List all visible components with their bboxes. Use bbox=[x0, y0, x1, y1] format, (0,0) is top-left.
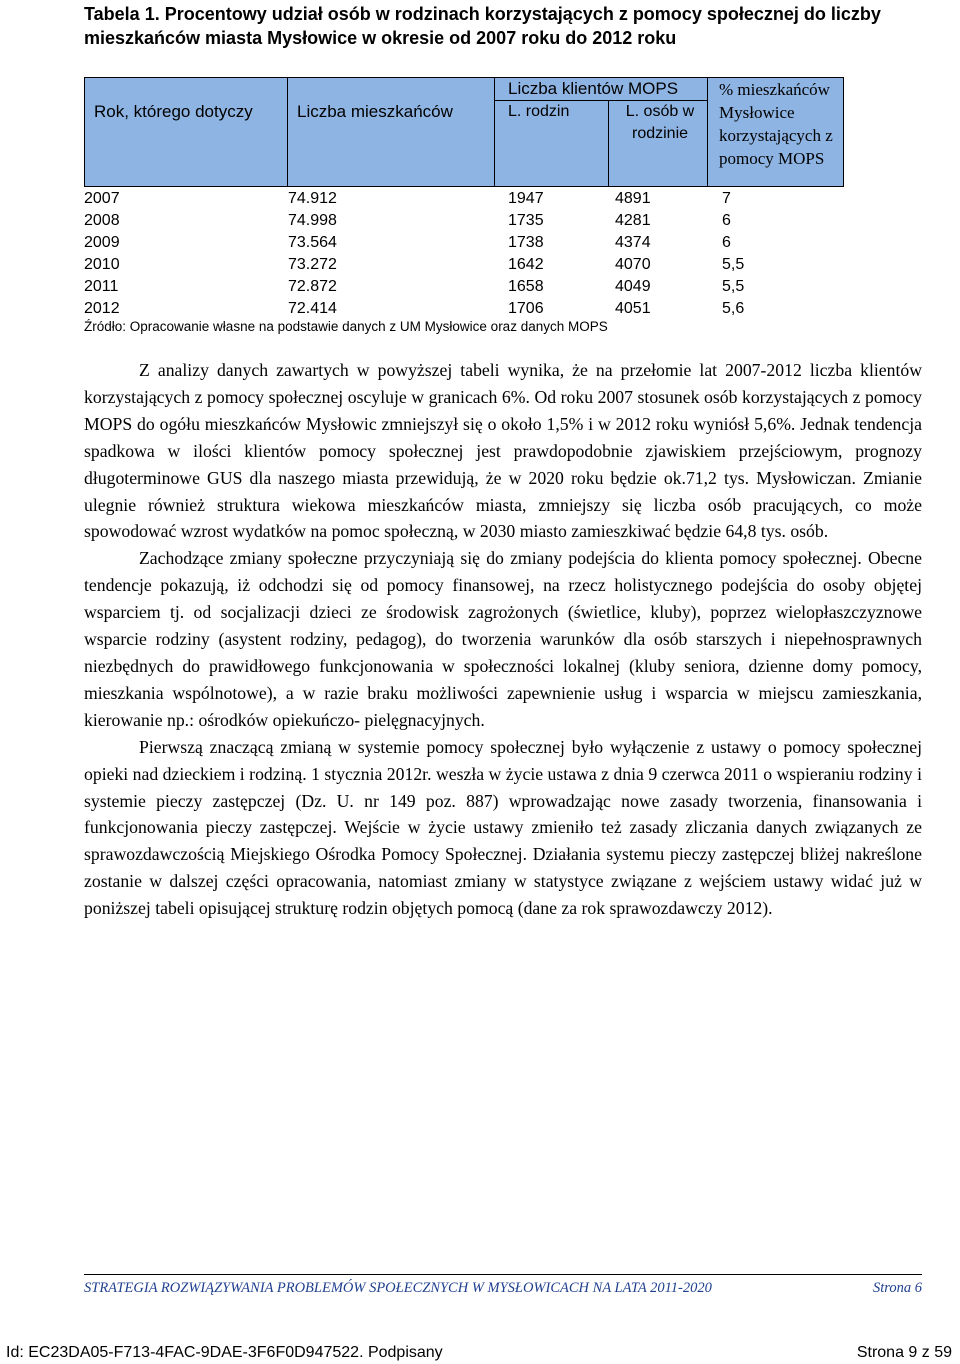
cell-families: 1947 bbox=[508, 190, 544, 207]
footer-page-number: Strona 6 bbox=[872, 1280, 922, 1296]
header-cell-year bbox=[84, 77, 288, 187]
document-id: Id: EC23DA05-F713-4FAC-9DAE-3F6F0D947522. Podpisany bbox=[6, 1344, 443, 1361]
cell-families: 1658 bbox=[508, 278, 544, 295]
cell-percent: 6 bbox=[722, 234, 731, 251]
cell-year: 2008 bbox=[84, 212, 120, 229]
cell-year: 2012 bbox=[84, 300, 120, 317]
cell-persons: 4891 bbox=[615, 190, 651, 207]
footer-divider bbox=[84, 1274, 922, 1275]
cell-persons: 4049 bbox=[615, 278, 651, 295]
cell-year: 2009 bbox=[84, 234, 120, 251]
header-cell-residents bbox=[287, 77, 495, 187]
cell-residents: 72.414 bbox=[288, 300, 337, 317]
header-percent: % mieszkańców Mysłowice korzystających z pomocy MOPS bbox=[719, 80, 833, 168]
cell-persons: 4281 bbox=[615, 212, 651, 229]
table-row bbox=[84, 210, 844, 232]
cell-families: 1735 bbox=[508, 212, 544, 229]
cell-residents: 73.564 bbox=[288, 234, 337, 251]
cell-year: 2010 bbox=[84, 256, 120, 273]
cell-residents: 73.272 bbox=[288, 256, 337, 273]
cell-persons: 4070 bbox=[615, 256, 651, 273]
table-row bbox=[84, 298, 844, 320]
cell-percent: 6 bbox=[722, 212, 731, 229]
cell-percent: 5,5 bbox=[722, 256, 745, 273]
cell-families: 1706 bbox=[508, 300, 544, 317]
cell-residents: 72.872 bbox=[288, 278, 337, 295]
table-body bbox=[84, 188, 844, 320]
document-page-counter: Strona 9 z 59 bbox=[856, 1344, 952, 1361]
cell-year: 2007 bbox=[84, 190, 120, 207]
cell-persons: 4051 bbox=[615, 300, 651, 317]
table-row bbox=[84, 276, 844, 298]
paragraph: Zachodzące zmiany społeczne przyczyniają się do zmiany podejścia do klienta pomocy społecznej. Obecne tendencje pokazują, iż odchodzi się od pomocy finansowej, na rzecz holistycznego podejścia do osoby objętej wsparciem tj. od socjalizacji dzieci ze środowisk zagrożonych (świetlice, kluby), poprzez wielopłaszczyznowe wsparcie rodziny (asystent rodziny, pedagog), do tworzenia warunków dla osób starszych i niepełnosprawnych niezbędnych do prawidłowego funkcjonowania w społeczności lokalnej (kluby seniora, dzienne domy pomocy, mieszkania wspólnotowe), a w razie braku możliwości zapewnienie usług i wsparcia w miejscu zamieszkania, kierowanie np.: ośrodków opiekuńczo- pielęgnacyjnych. bbox=[84, 548, 922, 730]
table-row bbox=[84, 232, 844, 254]
paragraph: Pierwszą znaczącą zmianą w systemie pomocy społecznej było wyłączenie z ustawy o pomocy społecznej opieki nad dzieckiem i rodziną. 1 stycznia 2012r. weszła w życie ustawa z dnia 9 czerwca 2011 o wspieraniu rodziny i systemie pieczy zastępczej (Dz. U. nr 149 poz. 887) wprowadzając nowe zasady tworzenia, finansowania i funkcjonowania pieczy zastępczej. Wejście w życie ustawy zmieniło też zasady zliczania danych związanych ze sprawozdawczością Miejskiego Ośrodka Pomocy Społecznej. Działania systemu pieczy zastępczej bliżej nakreślone zostanie w dalszej części opracowania, natomiast zmiany w statystyce związane z wejściem ustawy widać już w poniższej tabeli opisującej strukturę rodzin objętych pomocą (dane za rok sprawozdawczy 2012). bbox=[84, 736, 922, 919]
cell-percent: 7 bbox=[722, 190, 731, 207]
header-persons: L. osób w rodzinie bbox=[625, 103, 695, 142]
table-row bbox=[84, 254, 844, 276]
cell-year: 2011 bbox=[84, 278, 119, 295]
cell-families: 1738 bbox=[508, 234, 544, 251]
paragraph: Z analizy danych zawartych w powyższej tabeli wynika, że na przełomie lat 2007-2012 liczba klientów korzystających z pomocy społecznej oscyluje w granicach 6%. Od roku 2007 stosunek osób korzystających z pomocy MOPS do ogółu mieszkańców Mysłowic zmniejszył się o około 1,5% i w 2012 roku wyniósł 5,6%. Jednak tendencja spadkowa w ilości klientów pomocy społecznej jest prawdopodobnie zjawiskiem przejściowym, prognozy długoterminowe GUS dla naszego miasta przewidują, że w 2020 roku będzie ok.71,2 tys. Mysłowiczan. Zmianie ulegnie również struktura wiekowa mieszkańców miasta, zmniejszy się liczba osób pracujących, co może spowodować wzrost wydatków na pomoc społeczną, w 2030 miasto zamieszkiwać będzie 64,8 tys. osób. bbox=[84, 360, 922, 542]
header-families: L. rodzin bbox=[508, 103, 570, 120]
footer-strategy-title: STRATEGIA ROZWIĄZYWANIA PROBLEMÓW SPOŁECZNYCH W MYSŁOWICACH NA LATA 2011-2020 bbox=[84, 1280, 712, 1296]
cell-percent: 5,6 bbox=[722, 300, 745, 317]
table-row bbox=[84, 188, 844, 210]
table-caption: Tabela 1. Procentowy udział osób w rodzinach korzystających z pomocy społecznej do liczby mieszkańców miasta Mysłowice w okresie od 2007 roku do 2012 roku bbox=[84, 4, 881, 48]
body-text bbox=[84, 357, 922, 922]
cell-persons: 4374 bbox=[615, 234, 651, 251]
header-residents: Liczba mieszkańców bbox=[297, 102, 453, 121]
cell-families: 1642 bbox=[508, 256, 544, 273]
table-source: Źródło: Opracowanie własne na podstawie danych z UM Mysłowice oraz danych MOPS bbox=[84, 319, 608, 334]
cell-residents: 74.998 bbox=[288, 212, 337, 229]
header-year: Rok, którego dotyczy bbox=[94, 102, 253, 121]
header-clients-group: Liczba klientów MOPS bbox=[508, 79, 679, 98]
cell-residents: 74.912 bbox=[288, 190, 337, 207]
header-families-divider bbox=[608, 100, 609, 187]
cell-percent: 5,5 bbox=[722, 278, 745, 295]
